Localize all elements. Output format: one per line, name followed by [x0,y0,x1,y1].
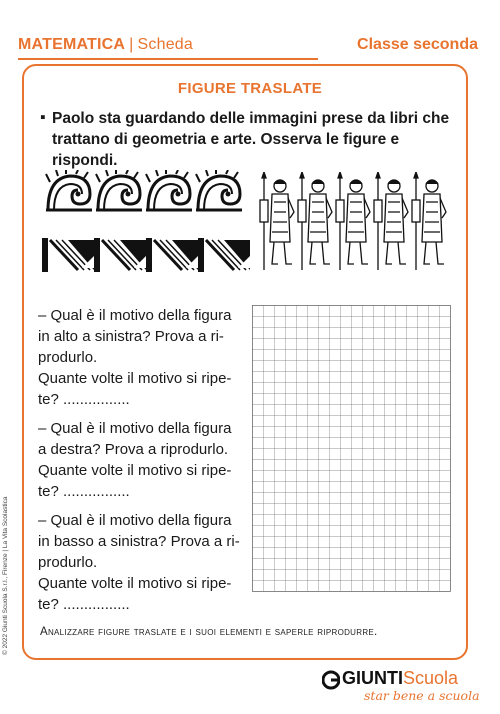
wave-motif-unit [46,170,92,210]
worksheet-title: FIGURE TRASLATE [177,80,323,97]
question-line: Quante volte il motivo si ripe- [38,575,232,592]
question-3 [38,510,243,615]
learning-objective: Analizzare figure traslate e i suoi elementi e saperle riprodurre. [40,626,378,638]
instruction-text: Paolo sta guardando delle immagini prese da libri che trattano di geometria e arte. Osserva le figure e rispondi. [52,110,450,169]
question-line: – Qual è il motivo della figura [38,512,232,529]
answer-blank-line[interactable]: te? ................ [38,391,130,408]
soldiers-procession-figure [258,172,448,272]
question-line: Quante volte il motivo si ripe- [38,370,232,387]
giunti-logo-icon [322,668,340,690]
triangle-motif-figure [42,238,250,272]
instruction [40,108,460,171]
question-line: in alto a sinistra? Prova a ri- [38,328,224,345]
question-1 [38,305,243,410]
questions-column [38,305,243,623]
copyright-notice: © 2022 Giunti Scuola S.r.l., Firenze | La Vita Scolastica [2,496,9,655]
question-line: produrlo. [38,349,98,366]
brand-name-bold: GIUNTI [342,668,403,688]
question-line: produrlo. [38,554,98,571]
brand-logo [342,668,458,689]
page-header [18,36,478,60]
header-subject-area [18,36,193,54]
grade-label: Classe seconda [357,36,478,53]
answer-blank-line[interactable]: te? ................ [38,596,130,613]
soldier-unit [260,172,294,270]
question-2 [38,418,243,502]
header-rule [18,58,318,60]
brand-tagline: star bene a scuola [364,688,480,703]
question-line: in basso a sinistra? Prova a ri- [38,533,240,550]
answer-blank-line[interactable]: te? ................ [38,483,130,500]
question-line: – Qual è il motivo della figura [38,420,232,437]
subject-label: MATEMATICA [18,36,126,53]
question-line: – Qual è il motivo della figura [38,307,232,324]
drawing-grid[interactable] [252,305,451,592]
triangle-motif-unit [42,238,94,272]
header-separator: | [129,36,134,53]
question-line: a destra? Prova a riprodurlo. [38,441,229,458]
brand-name-light: Scuola [403,668,459,688]
sheet-label: Scheda [137,36,193,53]
instruction-bullet: ▪ [40,109,46,126]
question-line: Quante volte il motivo si ripe- [38,462,232,479]
wave-motif-figure [44,170,244,212]
